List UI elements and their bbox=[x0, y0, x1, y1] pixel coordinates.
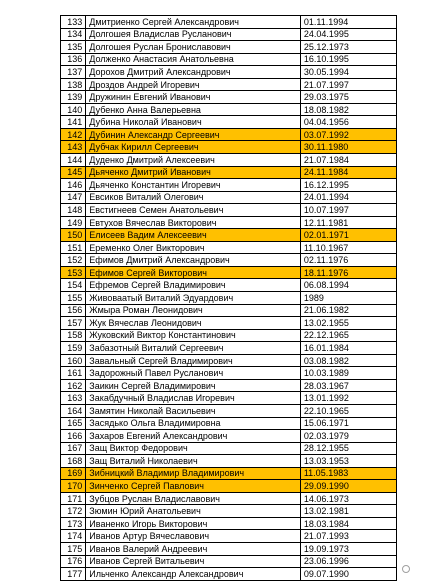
birth-date: 13.02.1955 bbox=[300, 317, 396, 330]
birth-date: 18.08.1982 bbox=[300, 103, 396, 116]
row-number: 170 bbox=[61, 480, 86, 493]
row-number: 173 bbox=[61, 517, 86, 530]
page-corner-mark bbox=[402, 565, 410, 573]
birth-date: 13.01.1992 bbox=[300, 392, 396, 405]
table-row bbox=[61, 455, 397, 468]
table-row bbox=[61, 430, 397, 443]
row-number: 134 bbox=[61, 28, 86, 41]
person-name: Забазотный Виталий Сергеевич bbox=[86, 342, 301, 355]
person-name: Иванов Валерий Андреевич bbox=[86, 542, 301, 555]
birth-date: 19.09.1973 bbox=[300, 542, 396, 555]
row-number: 159 bbox=[61, 342, 86, 355]
birth-date: 22.10.1965 bbox=[300, 404, 396, 417]
person-name: Иваненко Игорь Викторович bbox=[86, 517, 301, 530]
person-name: Ефремов Сергей Владимирович bbox=[86, 279, 301, 292]
person-name: Засядько Ольга Владимировна bbox=[86, 417, 301, 430]
birth-date: 09.07.1990 bbox=[300, 568, 396, 581]
row-number: 175 bbox=[61, 542, 86, 555]
birth-date: 16.01.1984 bbox=[300, 342, 396, 355]
row-number: 174 bbox=[61, 530, 86, 543]
row-number: 145 bbox=[61, 166, 86, 179]
table-row bbox=[61, 304, 397, 317]
person-name: Долженко Анастасия Анатольевна bbox=[86, 53, 301, 66]
birth-date: 11.10.1967 bbox=[300, 241, 396, 254]
birth-date: 02.03.1979 bbox=[300, 430, 396, 443]
table-row bbox=[61, 66, 397, 79]
birth-date: 25.12.1973 bbox=[300, 41, 396, 54]
row-number: 152 bbox=[61, 254, 86, 267]
birth-date: 11.05.1983 bbox=[300, 467, 396, 480]
birth-date: 10.07.1997 bbox=[300, 204, 396, 217]
table-row bbox=[61, 568, 397, 581]
row-number: 168 bbox=[61, 455, 86, 468]
table-row bbox=[61, 517, 397, 530]
row-number: 177 bbox=[61, 568, 86, 581]
table-row bbox=[61, 354, 397, 367]
birth-date: 03.08.1982 bbox=[300, 354, 396, 367]
row-number: 161 bbox=[61, 367, 86, 380]
table-row bbox=[61, 141, 397, 154]
row-number: 150 bbox=[61, 229, 86, 242]
table-row bbox=[61, 480, 397, 493]
person-name: Заикин Сергей Владимирович bbox=[86, 379, 301, 392]
row-number: 142 bbox=[61, 128, 86, 141]
person-name: Еременко Олег Викторович bbox=[86, 241, 301, 254]
row-number: 156 bbox=[61, 304, 86, 317]
roster-table-body bbox=[61, 16, 397, 581]
roster-table bbox=[60, 15, 397, 581]
birth-date: 29.09.1990 bbox=[300, 480, 396, 493]
person-name: Дроздов Андрей Игоревич bbox=[86, 78, 301, 91]
row-number: 143 bbox=[61, 141, 86, 154]
person-name: Завальный Сергей Владимирович bbox=[86, 354, 301, 367]
person-name: Дубинин Александр Сергеевич bbox=[86, 128, 301, 141]
row-number: 176 bbox=[61, 555, 86, 568]
row-number: 163 bbox=[61, 392, 86, 405]
document-page bbox=[60, 15, 397, 581]
person-name: Защ Виталий Николаевич bbox=[86, 455, 301, 468]
person-name: Елисеев Вадим Алексеевич bbox=[86, 229, 301, 242]
birth-date: 1989 bbox=[300, 292, 396, 305]
birth-date: 15.06.1971 bbox=[300, 417, 396, 430]
row-number: 141 bbox=[61, 116, 86, 129]
row-number: 140 bbox=[61, 103, 86, 116]
table-row bbox=[61, 28, 397, 41]
table-row bbox=[61, 505, 397, 518]
table-row bbox=[61, 555, 397, 568]
birth-date: 23.06.1996 bbox=[300, 555, 396, 568]
birth-date: 13.02.1981 bbox=[300, 505, 396, 518]
table-row bbox=[61, 342, 397, 355]
person-name: Евстигнеев Семен Анатольевич bbox=[86, 204, 301, 217]
row-number: 157 bbox=[61, 317, 86, 330]
row-number: 139 bbox=[61, 91, 86, 104]
table-row bbox=[61, 41, 397, 54]
birth-date: 02.11.1976 bbox=[300, 254, 396, 267]
row-number: 146 bbox=[61, 179, 86, 192]
row-number: 165 bbox=[61, 417, 86, 430]
person-name: Дубенко Анна Валерьевна bbox=[86, 103, 301, 116]
person-name: Закабдучный Владислав Игоревич bbox=[86, 392, 301, 405]
person-name: Долгошея Владислав Русланович bbox=[86, 28, 301, 41]
birth-date: 21.07.1984 bbox=[300, 154, 396, 167]
table-row bbox=[61, 179, 397, 192]
row-number: 160 bbox=[61, 354, 86, 367]
table-row bbox=[61, 116, 397, 129]
row-number: 172 bbox=[61, 505, 86, 518]
person-name: Ефимов Сергей Викторович bbox=[86, 266, 301, 279]
person-name: Зюмин Юрий Анатольевич bbox=[86, 505, 301, 518]
birth-date: 12.11.1981 bbox=[300, 216, 396, 229]
person-name: Иванов Артур Вячеславович bbox=[86, 530, 301, 543]
birth-date: 18.11.1976 bbox=[300, 266, 396, 279]
birth-date: 14.06.1973 bbox=[300, 492, 396, 505]
table-row bbox=[61, 367, 397, 380]
row-number: 151 bbox=[61, 241, 86, 254]
table-row bbox=[61, 154, 397, 167]
birth-date: 28.12.1955 bbox=[300, 442, 396, 455]
birth-date: 10.03.1989 bbox=[300, 367, 396, 380]
birth-date: 24.11.1984 bbox=[300, 166, 396, 179]
person-name: Живоваатый Виталий Эдуардович bbox=[86, 292, 301, 305]
table-row bbox=[61, 191, 397, 204]
row-number: 133 bbox=[61, 16, 86, 29]
table-row bbox=[61, 241, 397, 254]
table-row bbox=[61, 417, 397, 430]
row-number: 136 bbox=[61, 53, 86, 66]
birth-date: 30.05.1994 bbox=[300, 66, 396, 79]
table-row bbox=[61, 442, 397, 455]
birth-date: 30.11.1980 bbox=[300, 141, 396, 154]
row-number: 158 bbox=[61, 329, 86, 342]
person-name: Зинченко Сергей Павлович bbox=[86, 480, 301, 493]
row-number: 147 bbox=[61, 191, 86, 204]
birth-date: 02.01.1971 bbox=[300, 229, 396, 242]
person-name: Дубчак Кирилл Сергеевич bbox=[86, 141, 301, 154]
table-row bbox=[61, 392, 397, 405]
table-row bbox=[61, 404, 397, 417]
person-name: Ефимов Дмитрий Александрович bbox=[86, 254, 301, 267]
table-row bbox=[61, 53, 397, 66]
row-number: 149 bbox=[61, 216, 86, 229]
row-number: 155 bbox=[61, 292, 86, 305]
row-number: 162 bbox=[61, 379, 86, 392]
person-name: Ильченко Александр Александрович bbox=[86, 568, 301, 581]
row-number: 137 bbox=[61, 66, 86, 79]
birth-date: 21.07.1997 bbox=[300, 78, 396, 91]
birth-date: 06.08.1994 bbox=[300, 279, 396, 292]
birth-date: 21.06.1982 bbox=[300, 304, 396, 317]
table-row bbox=[61, 279, 397, 292]
table-row bbox=[61, 266, 397, 279]
person-name: Дмитриенко Сергей Александрович bbox=[86, 16, 301, 29]
birth-date: 04.04.1956 bbox=[300, 116, 396, 129]
row-number: 138 bbox=[61, 78, 86, 91]
person-name: Дубина Николай Иванович bbox=[86, 116, 301, 129]
person-name: Зибницкий Владимир Владимирович bbox=[86, 467, 301, 480]
table-row bbox=[61, 379, 397, 392]
table-row bbox=[61, 78, 397, 91]
birth-date: 29.03.1975 bbox=[300, 91, 396, 104]
row-number: 154 bbox=[61, 279, 86, 292]
person-name: Долгошея Руслан Брониславович bbox=[86, 41, 301, 54]
person-name: Евсиков Виталий Олегович bbox=[86, 191, 301, 204]
table-row bbox=[61, 128, 397, 141]
table-row bbox=[61, 530, 397, 543]
row-number: 169 bbox=[61, 467, 86, 480]
birth-date: 24.01.1994 bbox=[300, 191, 396, 204]
birth-date: 03.07.1992 bbox=[300, 128, 396, 141]
row-number: 167 bbox=[61, 442, 86, 455]
birth-date: 16.12.1995 bbox=[300, 179, 396, 192]
person-name: Задорожный Павел Русланович bbox=[86, 367, 301, 380]
row-number: 166 bbox=[61, 430, 86, 443]
table-row bbox=[61, 492, 397, 505]
person-name: Жук Вячеслав Леонидович bbox=[86, 317, 301, 330]
table-row bbox=[61, 204, 397, 217]
birth-date: 16.10.1995 bbox=[300, 53, 396, 66]
person-name: Зубцов Руслан Владиславович bbox=[86, 492, 301, 505]
row-number: 144 bbox=[61, 154, 86, 167]
birth-date: 21.07.1993 bbox=[300, 530, 396, 543]
person-name: Дружинин Евгений Иванович bbox=[86, 91, 301, 104]
row-number: 153 bbox=[61, 266, 86, 279]
table-row bbox=[61, 467, 397, 480]
table-row bbox=[61, 103, 397, 116]
person-name: Защ Виктор Федорович bbox=[86, 442, 301, 455]
table-row bbox=[61, 292, 397, 305]
table-row bbox=[61, 16, 397, 29]
table-row bbox=[61, 329, 397, 342]
table-row bbox=[61, 91, 397, 104]
person-name: Дьяченко Константин Игоревич bbox=[86, 179, 301, 192]
table-row bbox=[61, 229, 397, 242]
person-name: Дьяченко Дмитрий Иванович bbox=[86, 166, 301, 179]
table-row bbox=[61, 254, 397, 267]
person-name: Дорохов Дмитрий Александрович bbox=[86, 66, 301, 79]
row-number: 171 bbox=[61, 492, 86, 505]
birth-date: 01.11.1994 bbox=[300, 16, 396, 29]
person-name: Евтухов Вячеслав Викторович bbox=[86, 216, 301, 229]
person-name: Замятин Николай Васильевич bbox=[86, 404, 301, 417]
birth-date: 28.03.1967 bbox=[300, 379, 396, 392]
row-number: 148 bbox=[61, 204, 86, 217]
birth-date: 22.12.1965 bbox=[300, 329, 396, 342]
birth-date: 18.03.1984 bbox=[300, 517, 396, 530]
birth-date: 24.04.1995 bbox=[300, 28, 396, 41]
person-name: Захаров Евгений Александрович bbox=[86, 430, 301, 443]
row-number: 135 bbox=[61, 41, 86, 54]
row-number: 164 bbox=[61, 404, 86, 417]
person-name: Дуденко Дмитрий Алексеевич bbox=[86, 154, 301, 167]
table-row bbox=[61, 317, 397, 330]
birth-date: 13.03.1953 bbox=[300, 455, 396, 468]
table-row bbox=[61, 216, 397, 229]
table-row bbox=[61, 166, 397, 179]
person-name: Иванов Сергей Витальевич bbox=[86, 555, 301, 568]
table-row bbox=[61, 542, 397, 555]
person-name: Жуковский Виктор Константинович bbox=[86, 329, 301, 342]
person-name: Жмыра Роман Леонидович bbox=[86, 304, 301, 317]
